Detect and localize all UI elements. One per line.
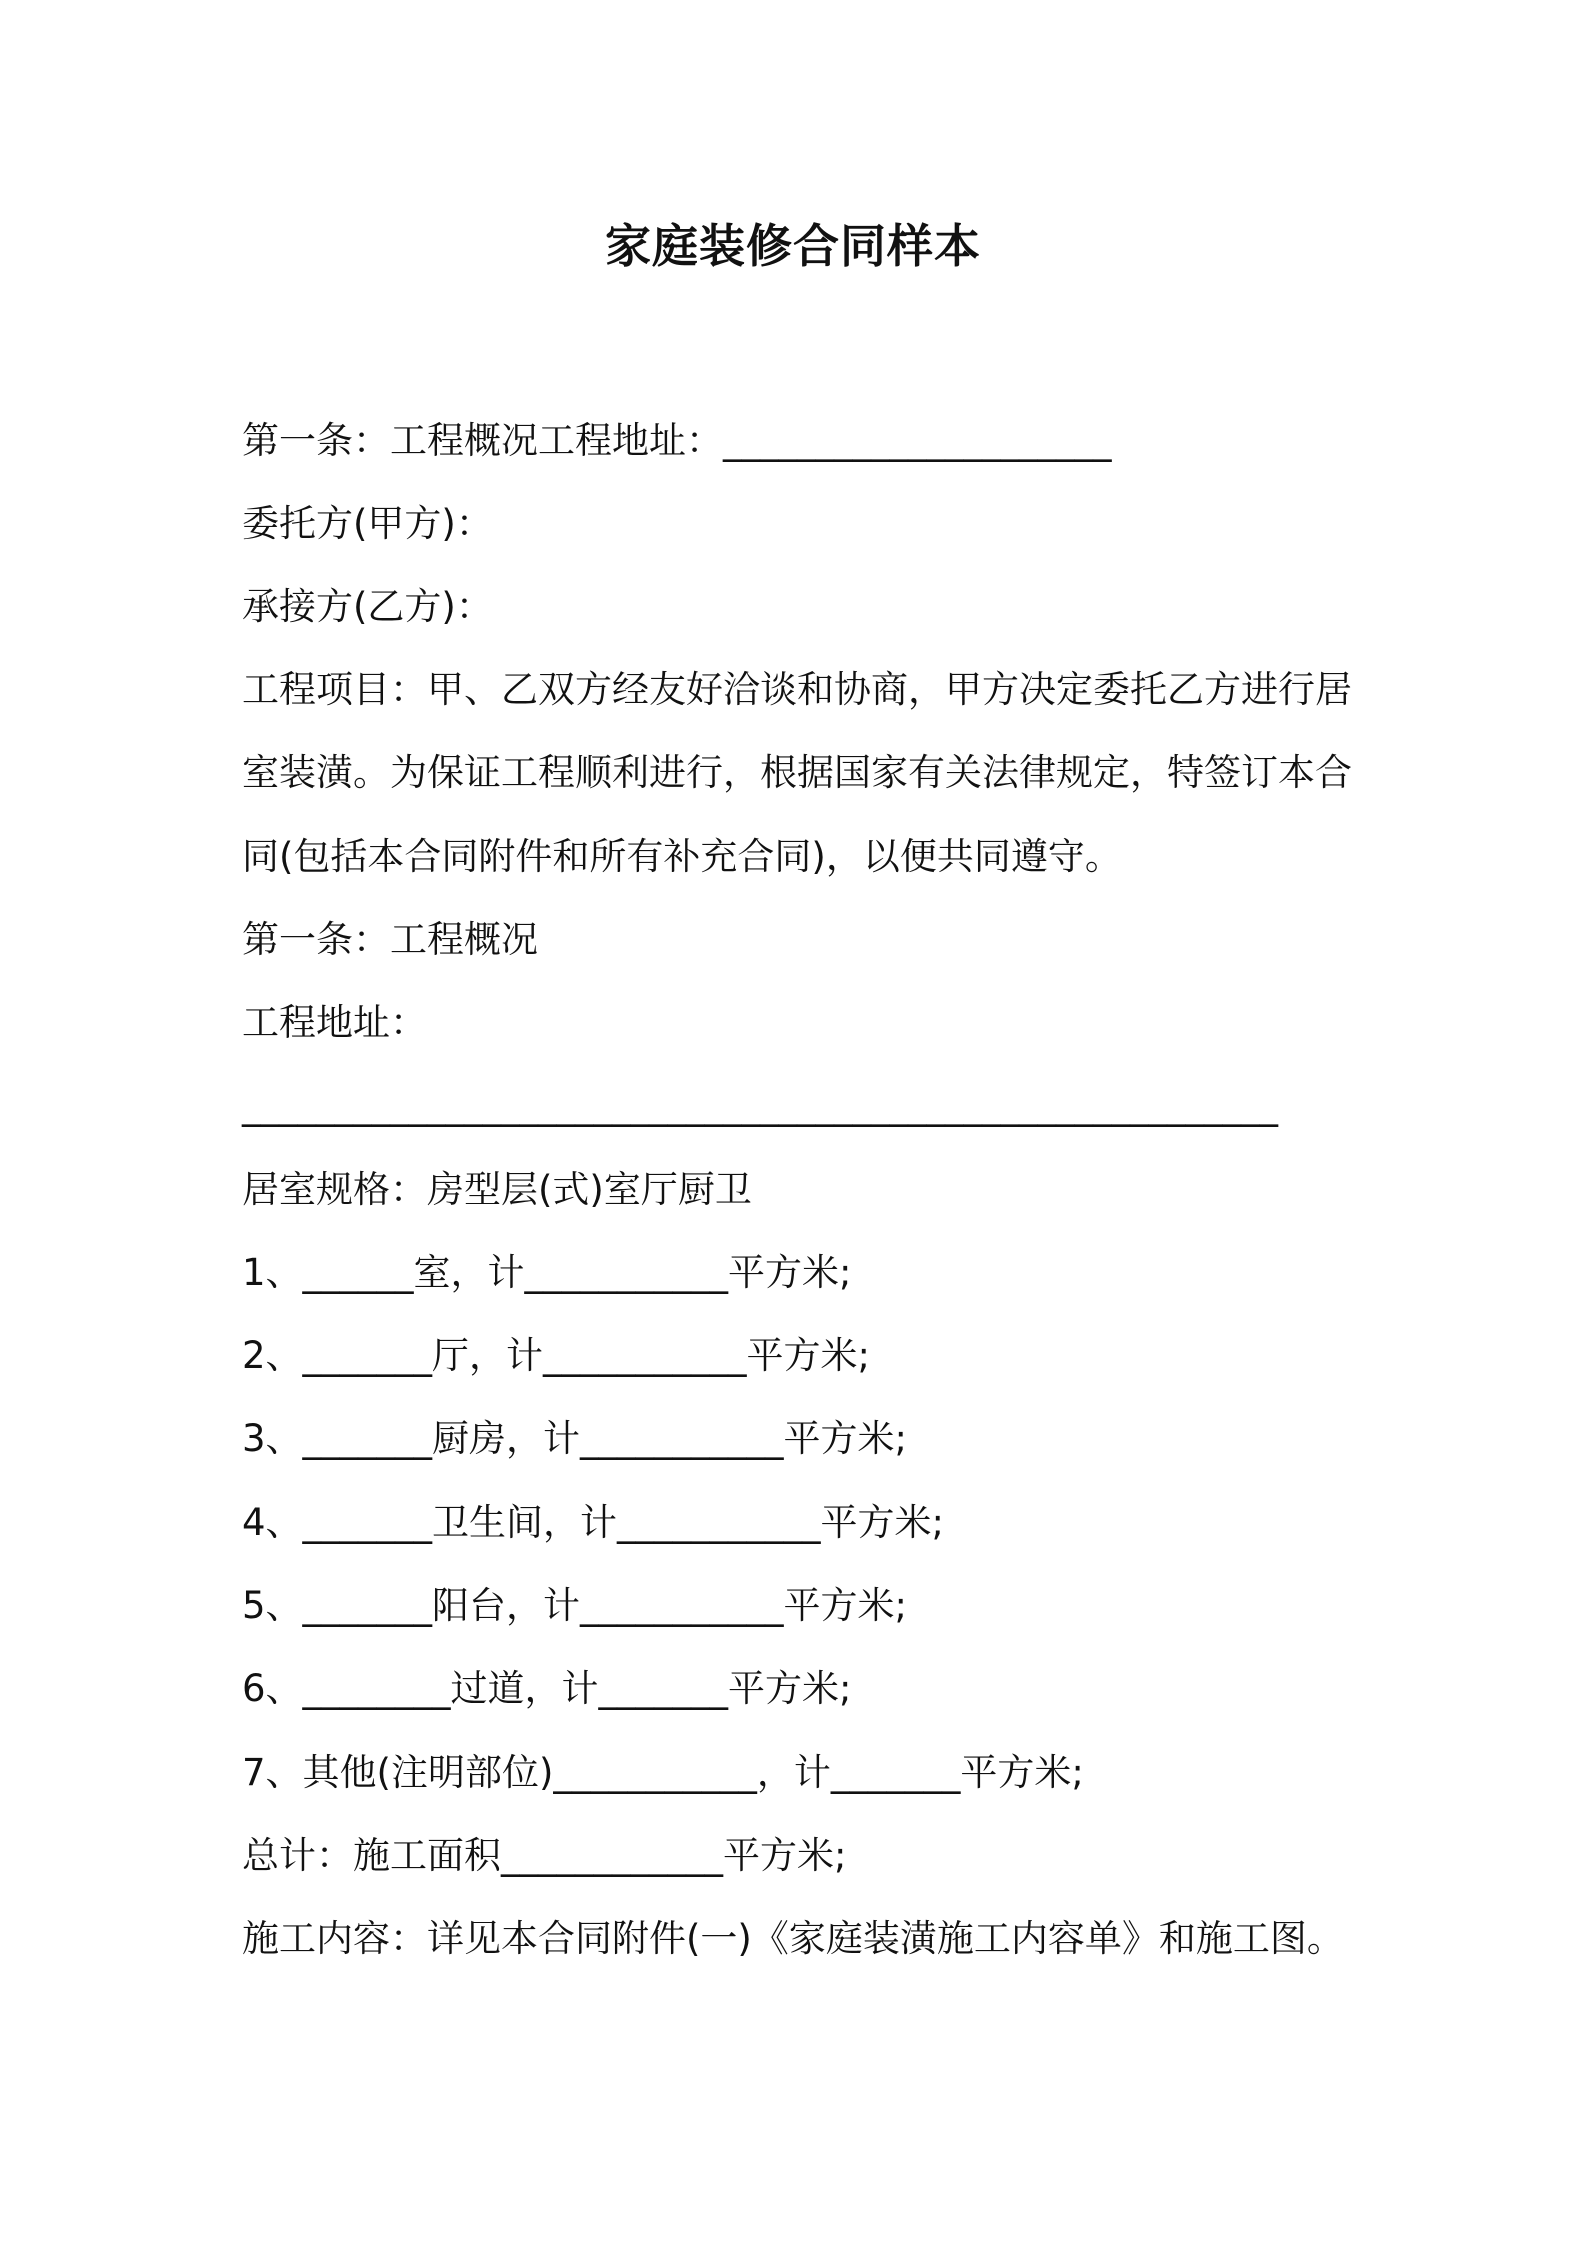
spec-item-3: 3、_______厨房，计___________平方米;: [242, 1417, 908, 1460]
project-address-label: 工程地址：: [242, 1001, 427, 1044]
spec-item-1: 1、______室，计___________平方米;: [242, 1251, 852, 1294]
spec-item-7: 7、其他(注明部位)___________，计_______平方米;: [242, 1751, 1084, 1794]
total-area-line: 总计：施工面积____________平方米;: [242, 1834, 847, 1877]
project-address-blank: ________________________________________________________: [242, 1084, 1278, 1127]
spec-item-5: 5、_______阳台，计___________平方米;: [242, 1584, 908, 1627]
spec-item-6: 6、________过道，计_______平方米;: [242, 1667, 852, 1710]
clause-1-address-line: 第一条：工程概况工程地址：_____________________: [242, 419, 1112, 462]
clause-1-heading: 第一条：工程概况: [242, 918, 538, 961]
client-party-a-line: 委托方(甲方)：: [242, 502, 493, 545]
project-paragraph-line-1: 工程项目：甲、乙双方经友好洽谈和协商，甲方决定委托乙方进行居: [242, 668, 1352, 711]
spec-item-4: 4、_______卫生间，计___________平方米;: [242, 1501, 945, 1544]
spec-item-2: 2、_______厅，计___________平方米;: [242, 1334, 871, 1377]
project-paragraph-line-3: 同(包括本合同附件和所有补充合同)，以便共同遵守。: [242, 835, 1122, 878]
document-title: 家庭装修合同样本: [605, 219, 981, 273]
room-spec-line: 居室规格：房型层(式)室厅厨卫: [242, 1168, 752, 1211]
construction-content-line: 施工内容：详见本合同附件(一)《家庭装潢施工内容单》和施工图。: [242, 1917, 1344, 1960]
contractor-party-b-line: 承接方(乙方)：: [242, 585, 493, 628]
project-paragraph-line-2: 室装潢。为保证工程顺利进行，根据国家有关法律规定，特签订本合: [242, 751, 1352, 794]
